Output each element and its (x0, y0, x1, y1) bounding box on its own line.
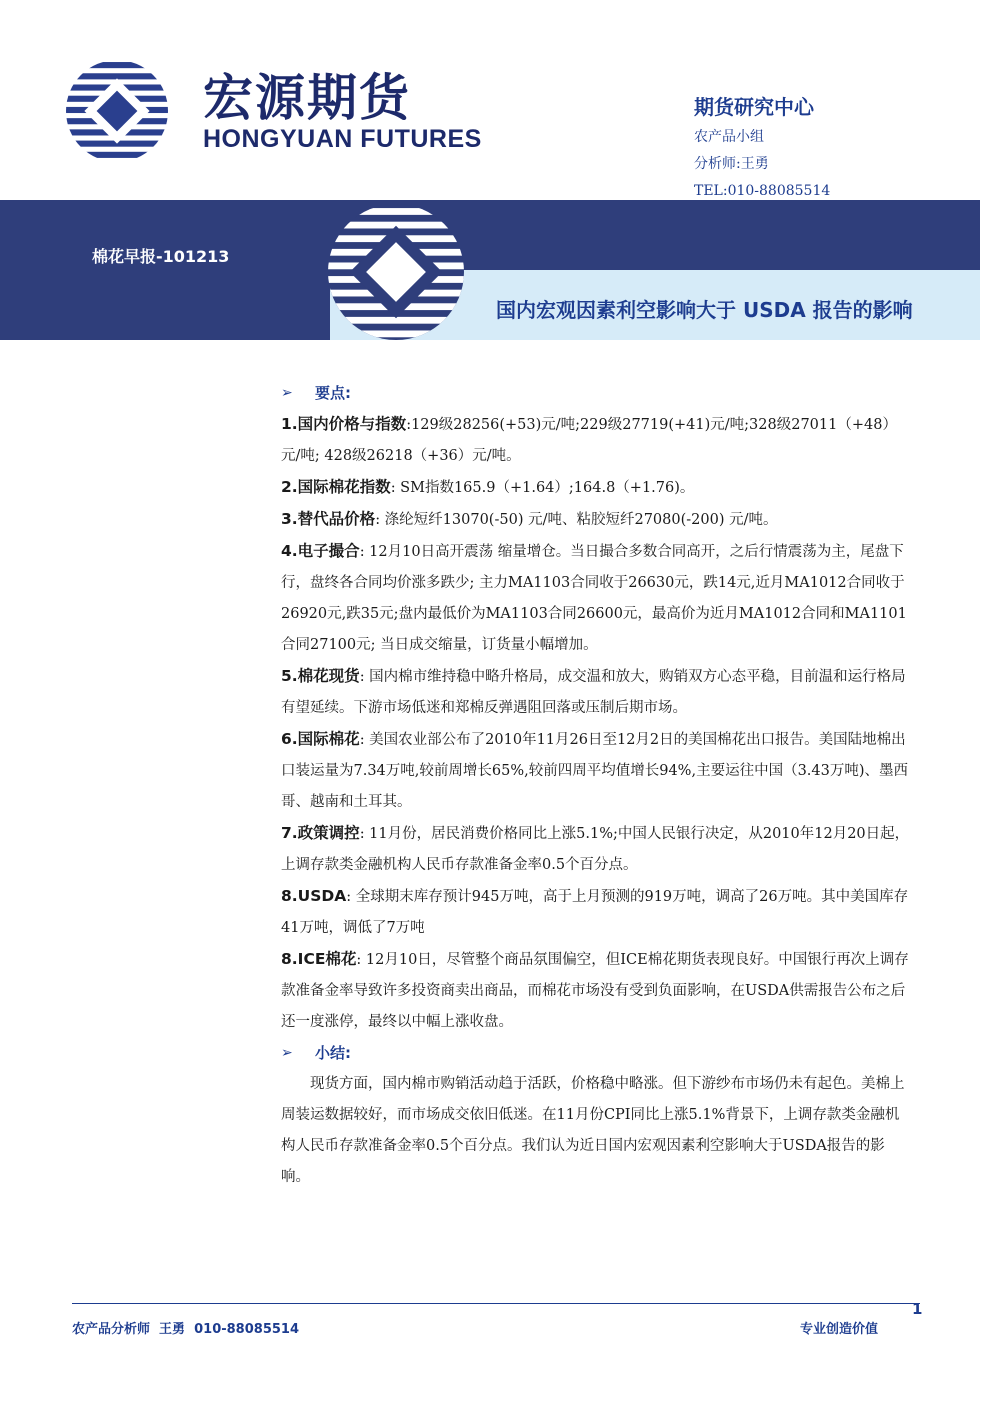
report-title: 棉花早报-101213 (92, 247, 230, 266)
item-text: :129级28256(+53)元/吨;229级27719(+41)元/吨;328级27011（+48）元/吨; 428级26218（+36）元/吨。 (281, 417, 897, 464)
footer-divider (72, 1303, 920, 1304)
item-label: 1.国内价格与指数 (281, 415, 407, 433)
item-text: : 国内棉市维持稳中略升格局，成交温和放大，购销双方心态平稳，目前温和运行格局有望延续。下游市场低迷和郑棉反弹遇阻回落或压制后期市场。 (281, 669, 906, 716)
item-label: 4.电子撮合 (281, 542, 360, 560)
item-label: 6.国际棉花 (281, 730, 360, 748)
item-text: : 11月份，居民消费价格同比上涨5.1%;中国人民银行决定，从2010年12月20日起，上调存款类金融机构人民币存款准备金率0.5个百分点。 (281, 826, 910, 873)
arrow-bullet-icon: ➢ (281, 1045, 293, 1061)
item-label: 8.ICE棉花 (281, 950, 357, 968)
arrow-bullet-icon: ➢ (281, 385, 293, 401)
item-label: 2.国际棉花指数 (281, 478, 391, 496)
item-label: 3.替代品价格 (281, 510, 376, 528)
item-text: : 12月10日，尽管整个商品氛围偏空，但ICE棉花期货表现良好。中国银行再次上调存款准备金率导致许多投资商卖出商品，而棉花市场没有受到负面影响，在USDA供需报告公布之后还一度涨停，最终以中幅上涨收盘。 (281, 952, 909, 1030)
summary-paragraph: 现货方面，国内棉市购销活动趋于活跃，价格稳中略涨。但下游纱布市场仍未有起色。美棉上周装运数据较好，而市场成交依旧低迷。在11月份CPI同比上涨5.1%背景下，上调存款类金融机构人民币存款准备金率0.5个百分点。我们认为近日国内宏观因素利空影响大于USDA报告的影响。 (281, 1076, 905, 1185)
item-text: : 涤纶短纤13070(-50) 元/吨、粘胶短纤27080(-200) 元/吨。 (375, 512, 778, 528)
page-number: 1 (912, 1300, 923, 1318)
banner-logo-icon (328, 204, 464, 340)
list-item (281, 724, 913, 818)
item-text: : SM指数165.9（+1.64）;164.8（+1.76)。 (390, 480, 695, 496)
contact-team: 农产品小组 (694, 129, 764, 145)
footer-analyst-info: 农产品分析师 王勇 010-88085514 (72, 1322, 299, 1337)
list-item (281, 881, 913, 944)
key-points-label: 要点: (315, 384, 351, 402)
list-item (281, 504, 913, 536)
item-label: 7.政策调控 (281, 824, 360, 842)
list-item (281, 472, 913, 504)
footer-slogan: 专业创造价值 (800, 1322, 879, 1337)
item-label: 8.USDA (281, 887, 347, 905)
brand-name-en: HONGYUAN FUTURES (203, 125, 482, 153)
research-center-title: 期货研究中心 (694, 95, 814, 119)
list-item (281, 944, 913, 1038)
item-label: 5.棉花现货 (281, 667, 360, 685)
list-item (281, 661, 913, 724)
report-body (281, 378, 913, 1193)
summary-heading (281, 1038, 913, 1069)
hongyuan-logo-icon (66, 60, 168, 162)
key-points-heading (281, 378, 913, 409)
contact-tel: TEL:010-88085514 (694, 183, 831, 199)
list-item (281, 536, 913, 661)
list-item (281, 818, 913, 881)
report-headline: 国内宏观因素利空影响大于 USDA 报告的影响 (496, 298, 913, 322)
item-text: : 美国农业部公布了2010年11月26日至12月2日的美国棉花出口报告。美国陆地棉出口装运量为7.34万吨,较前周增长65%,较前四周平均值增长94%,主要运往中国（3.43万吨)、墨西哥、越南和土耳其。 (281, 732, 909, 810)
item-text: : 全球期末库存预计945万吨，高于上月预测的919万吨，调高了26万吨。其中美国库存41万吨，调低了7万吨 (281, 889, 909, 936)
summary-label: 小结: (315, 1044, 351, 1062)
contact-analyst: 分析师:王勇 (694, 156, 769, 172)
list-item (281, 409, 913, 472)
item-text: : 12月10日高开震荡 缩量增仓。当日撮合多数合同高开，之后行情震荡为主，尾盘下行，盘终各合同均价涨多跌少; 主力MA1103合同收于26630元，跌14元,近月MA1012合同收于26920元,跌35元;盘内最低价为MA1103合同26600元，最高价为近月MA1012合同和MA1101合同27100元; 当日成交缩量，订货量小幅增加。 (281, 544, 907, 653)
brand-name-cn: 宏源期货 (203, 69, 411, 127)
